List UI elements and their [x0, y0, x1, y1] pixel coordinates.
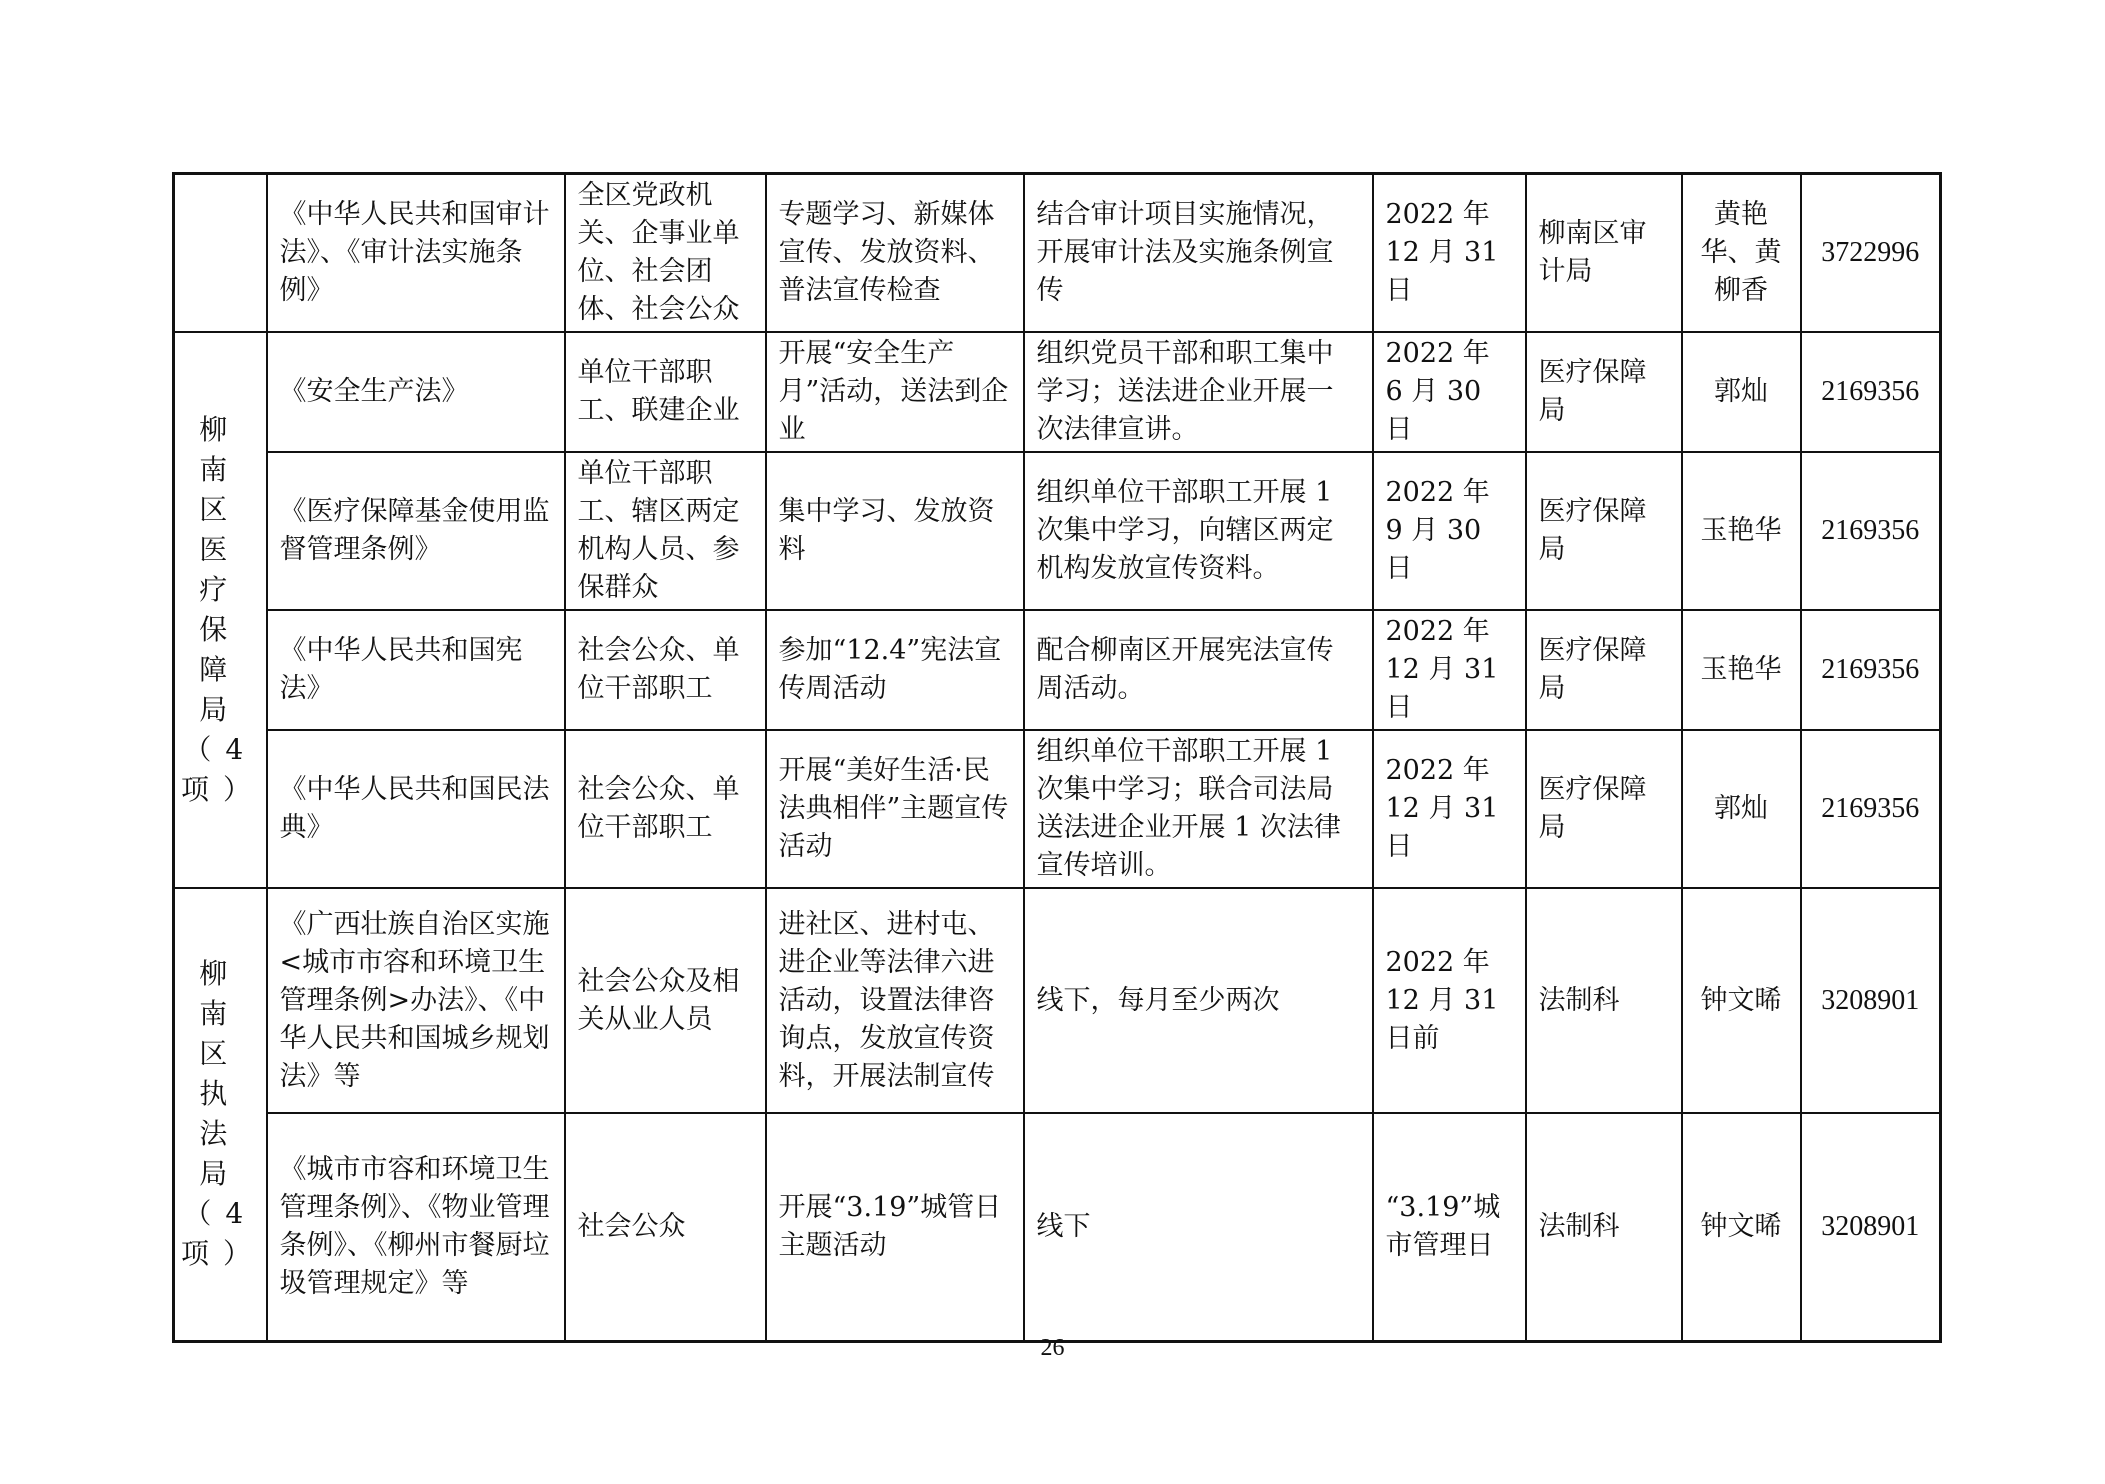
table-row [174, 174, 1941, 333]
responsible-unit-cell: 法制科 [1526, 888, 1682, 1113]
phone-cell: 2169356 [1801, 610, 1941, 730]
contact-person-cell: 郭灿 [1682, 730, 1801, 888]
law-name-cell: 《中华人民共和国民法典》 [267, 730, 565, 888]
contact-person-cell: 钟文晞 [1682, 888, 1801, 1113]
content-cell: 线下 [1024, 1113, 1373, 1341]
organization-cell: 柳南区医疗保障局（4项） [174, 332, 267, 888]
table-row [174, 452, 1941, 610]
method-cell: 参加“12.4”宪法宣传周活动 [766, 610, 1024, 730]
law-publicity-table [172, 172, 1942, 1343]
table-row [174, 610, 1941, 730]
responsible-unit-cell: 医疗保障局 [1526, 730, 1682, 888]
deadline-cell: 2022 年 9 月 30 日 [1373, 452, 1526, 610]
target-audience-cell: 全区党政机关、企事业单位、社会团体、社会公众 [565, 174, 766, 333]
phone-cell: 2169356 [1801, 452, 1941, 610]
deadline-cell: 2022 年 6 月 30 日 [1373, 332, 1526, 452]
law-name-cell: 《中华人民共和国宪法》 [267, 610, 565, 730]
content-cell: 线下，每月至少两次 [1024, 888, 1373, 1113]
method-cell: 开展“安全生产月”活动，送法到企业 [766, 332, 1024, 452]
deadline-cell: “3.19”城市管理日 [1373, 1113, 1526, 1341]
target-audience-cell: 社会公众、单位干部职工 [565, 610, 766, 730]
target-audience-cell: 单位干部职工、辖区两定机构人员、参保群众 [565, 452, 766, 610]
method-cell: 进社区、进村屯、进企业等法律六进活动，设置法律咨询点，发放宣传资料，开展法制宣传 [766, 888, 1024, 1113]
law-name-cell: 《安全生产法》 [267, 332, 565, 452]
content-cell: 结合审计项目实施情况，开展审计法及实施条例宣传 [1024, 174, 1373, 333]
method-cell: 集中学习、发放资料 [766, 452, 1024, 610]
deadline-cell: 2022 年 12 月 31 日前 [1373, 888, 1526, 1113]
law-name-cell: 《中华人民共和国审计法》、《审计法实施条例》 [267, 174, 565, 333]
method-cell: 开展“美好生活·民法典相伴”主题宣传活动 [766, 730, 1024, 888]
contact-person-cell: 玉艳华 [1682, 452, 1801, 610]
deadline-cell: 2022 年 12 月 31 日 [1373, 174, 1526, 333]
contact-person-cell: 玉艳华 [1682, 610, 1801, 730]
organization-cell [174, 174, 267, 333]
phone-cell: 3208901 [1801, 888, 1941, 1113]
responsible-unit-cell: 医疗保障局 [1526, 332, 1682, 452]
target-audience-cell: 社会公众 [565, 1113, 766, 1341]
target-audience-cell: 单位干部职工、联建企业 [565, 332, 766, 452]
contact-person-cell: 郭灿 [1682, 332, 1801, 452]
page-number: 26 [1040, 1335, 1065, 1361]
deadline-cell: 2022 年 12 月 31 日 [1373, 610, 1526, 730]
content-cell: 组织单位干部职工开展 1 次集中学习；联合司法局送法进企业开展 1 次法律宣传培训。 [1024, 730, 1373, 888]
content-cell: 配合柳南区开展宪法宣传周活动。 [1024, 610, 1373, 730]
table-row [174, 888, 1941, 1113]
target-audience-cell: 社会公众、单位干部职工 [565, 730, 766, 888]
law-name-cell: 《城市市容和环境卫生管理条例》、《物业管理条例》、《柳州市餐厨垃圾管理规定》等 [267, 1113, 565, 1341]
method-cell: 专题学习、新媒体宣传、发放资料、普法宣传检查 [766, 174, 1024, 333]
contact-person-cell: 黄艳华、黄柳香 [1682, 174, 1801, 333]
law-name-cell: 《广西壮族自治区实施<城市市容和环境卫生管理条例>办法》、《中华人民共和国城乡规划法》等 [267, 888, 565, 1113]
contact-person-cell: 钟文晞 [1682, 1113, 1801, 1341]
responsible-unit-cell: 医疗保障局 [1526, 610, 1682, 730]
method-cell: 开展“3.19”城管日主题活动 [766, 1113, 1024, 1341]
content-cell: 组织党员干部和职工集中学习；送法进企业开展一次法律宣讲。 [1024, 332, 1373, 452]
phone-cell: 3722996 [1801, 174, 1941, 333]
responsible-unit-cell: 法制科 [1526, 1113, 1682, 1341]
target-audience-cell: 社会公众及相关从业人员 [565, 888, 766, 1113]
deadline-cell: 2022 年 12 月 31 日 [1373, 730, 1526, 888]
organization-cell: 柳南区执法局（4项） [174, 888, 267, 1341]
responsible-unit-cell: 柳南区审计局 [1526, 174, 1682, 333]
table-row [174, 1113, 1941, 1341]
table-row [174, 332, 1941, 452]
phone-cell: 3208901 [1801, 1113, 1941, 1341]
law-name-cell: 《医疗保障基金使用监督管理条例》 [267, 452, 565, 610]
table-row [174, 730, 1941, 888]
content-cell: 组织单位干部职工开展 1 次集中学习，向辖区两定机构发放宣传资料。 [1024, 452, 1373, 610]
responsible-unit-cell: 医疗保障局 [1526, 452, 1682, 610]
phone-cell: 2169356 [1801, 332, 1941, 452]
phone-cell: 2169356 [1801, 730, 1941, 888]
